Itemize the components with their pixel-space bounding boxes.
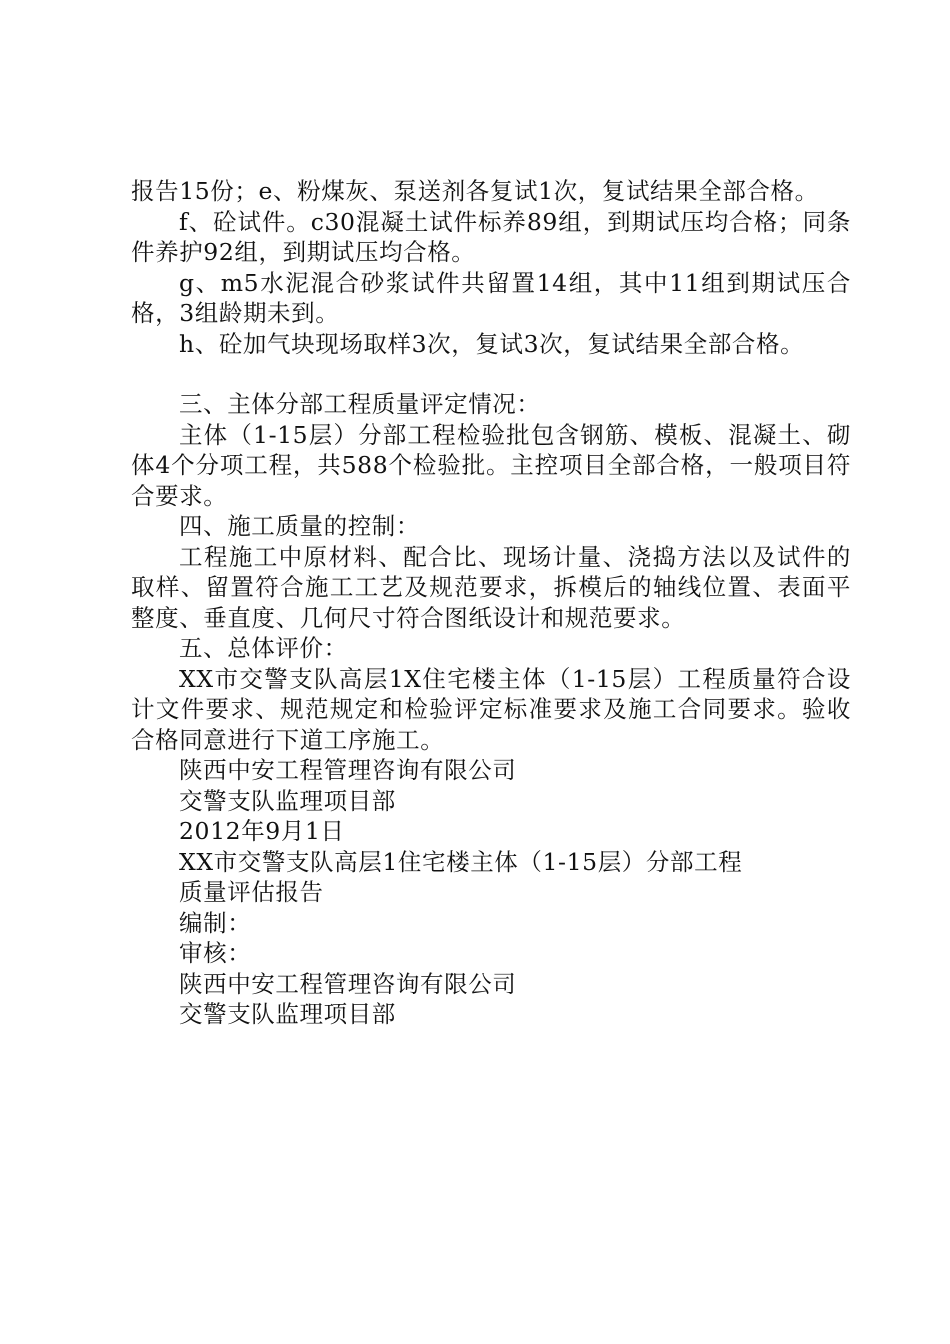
footer-department: 交警支队监理项目部 [179, 1000, 396, 1028]
report-title: XX市交警支队高层1住宅楼主体（1-15层）分部工程 [179, 847, 743, 876]
paragraph-mortar-specimens: g、m5水泥混合砂浆试件共留置14组，其中11组到期试压合格，3组龄期未到。 [131, 268, 851, 327]
paragraph-aerated-block: h、砼加气块现场取样3次，复试3次，复试结果全部合格。 [179, 329, 805, 358]
section-heading-overall-evaluation: 五、总体评价： [179, 634, 348, 662]
paragraph-inspection-lots: 主体（1-15层）分部工程检验批包含钢筋、模板、混凝土、砌体4个分项工程，共588个检验批。主控项目全部合格，一般项目符合要求。 [131, 420, 851, 510]
signature-date: 2012年9月1日 [179, 817, 345, 845]
signature-company: 陕西中安工程管理咨询有限公司 [179, 756, 517, 784]
paragraph-spacer [131, 359, 851, 389]
signature-department: 交警支队监理项目部 [179, 786, 396, 815]
paragraph-concrete-specimens: f、砼试件。c30混凝土试件标养89组，到期试压均合格；同条件养护92组，到期试压均合格。 [131, 207, 851, 266]
section-heading-construction-control: 四、施工质量的控制： [179, 512, 420, 540]
report-subtitle: 质量评估报告 [179, 878, 324, 906]
compiled-by-label: 编制： [179, 908, 252, 937]
footer-company: 陕西中安工程管理咨询有限公司 [179, 969, 517, 998]
paragraph-material-retest: 报告15份；e、粉煤灰、泵送剂各复试1次，复试结果全部合格。 [131, 177, 819, 205]
section-heading-quality-assessment: 三、主体分部工程质量评定情况： [179, 390, 541, 418]
paragraph-overall-evaluation: XX市交警支队高层1X住宅楼主体（1-15层）工程质量符合设计文件要求、规范规定和检验评定标准要求及施工合同要求。验收合格同意进行下道工序施工。 [131, 664, 851, 754]
document-body [131, 176, 851, 1030]
paragraph-construction-control: 工程施工中原材料、配合比、现场计量、浇捣方法以及试件的取样、留置符合施工工艺及规范要求，拆模后的轴线位置、表面平整度、垂直度、几何尺寸符合图纸设计和规范要求。 [131, 542, 851, 632]
reviewed-by-label: 审核： [179, 939, 252, 967]
